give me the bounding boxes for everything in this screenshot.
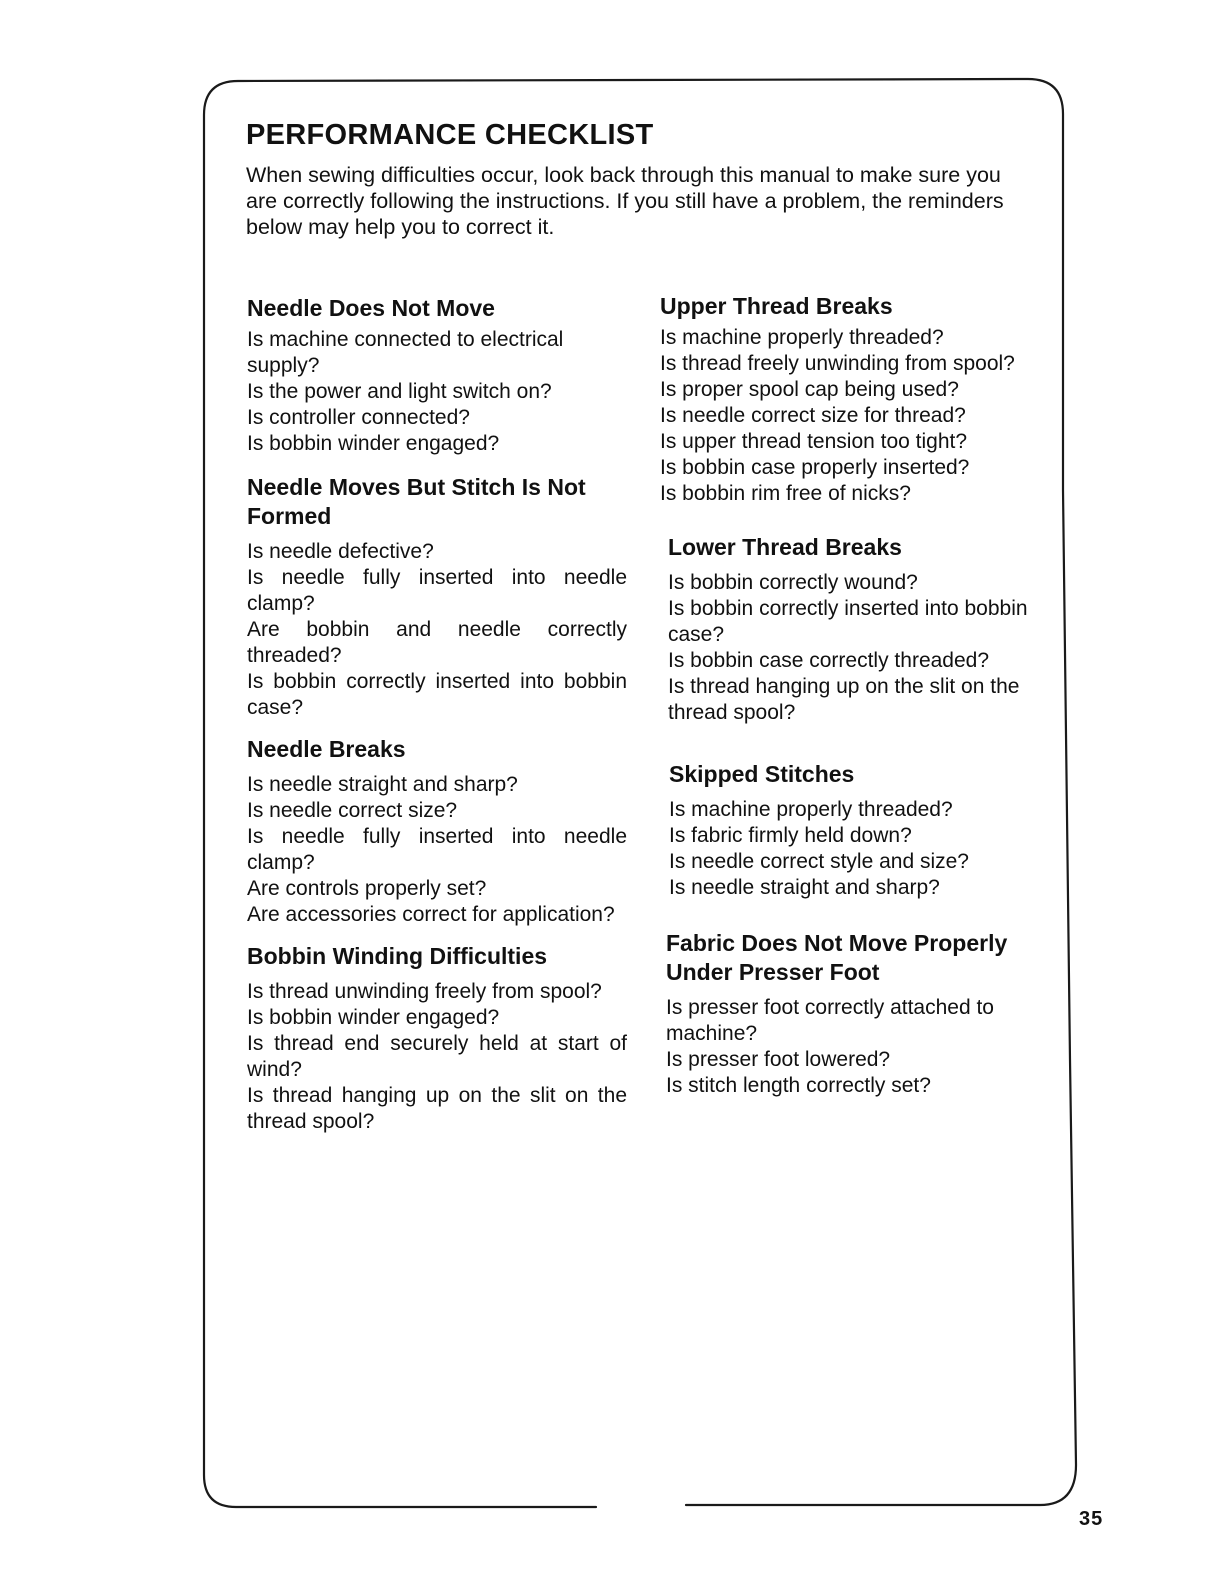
checklist-item: Is the power and light switch on? <box>247 380 552 403</box>
section-heading: Needle Does Not Move <box>247 295 495 321</box>
section-heading: Lower Thread Breaks <box>668 534 902 560</box>
checklist-item: Is presser foot lowered? <box>666 1048 891 1071</box>
checklist-item: Is thread hanging up on the slit on the thread spool? <box>668 675 1020 724</box>
section-skipped-stitches <box>669 760 1045 901</box>
checklist-item: Is bobbin rim free of nicks? <box>660 482 911 505</box>
section-bobbin-winding-difficulties <box>247 942 627 1135</box>
section-needle-breaks <box>247 735 627 928</box>
checklist-item: Are controls properly set? <box>247 877 487 900</box>
checklist-item: Is bobbin correctly inserted into bobbin case? <box>247 670 627 719</box>
checklist-item: Is thread hanging up on the slit on the thread spool? <box>247 1084 627 1133</box>
section-heading: Needle Moves But Stitch Is Not Formed <box>247 474 586 529</box>
section-heading: Needle Breaks <box>247 736 406 762</box>
checklist-item: Is upper thread tension too tight? <box>660 430 968 453</box>
checklist-item: Is bobbin correctly wound? <box>668 571 918 594</box>
section-needle-moves-stitch-not-formed <box>247 473 627 721</box>
intro-paragraph: When sewing difficulties occur, look back through this manual to make sure you are correctly following the instructions. If you still have a problem, the reminders below may help you to correct it. <box>246 163 1004 239</box>
checklist-item: Is thread unwinding freely from spool? <box>247 980 602 1003</box>
section-heading: Fabric Does Not Move Properly Under Presser Foot <box>666 930 1008 985</box>
checklist-item: Is needle fully inserted into needle clamp? <box>247 825 627 874</box>
section-heading: Upper Thread Breaks <box>660 293 893 319</box>
right-column <box>660 292 1045 1099</box>
checklist-item: Is machine properly threaded? <box>669 798 953 821</box>
checklist-item: Is proper spool cap being used? <box>660 378 959 401</box>
checklist-item: Is fabric firmly held down? <box>669 824 912 847</box>
section-needle-does-not-move <box>247 294 627 457</box>
checklist-item: Is needle straight and sharp? <box>247 773 518 796</box>
checklist-item: Are accessories correct for application? <box>247 903 615 926</box>
checklist-item: Is needle straight and sharp? <box>669 876 940 899</box>
section-upper-thread-breaks <box>660 292 1045 507</box>
checklist-item: Is thread end securely held at start of wind? <box>247 1032 627 1081</box>
page-number: 35 <box>1079 1508 1104 1530</box>
checklist-item: Is bobbin winder engaged? <box>247 1006 500 1029</box>
checklist-item: Is needle correct size for thread? <box>660 404 966 427</box>
checklist-item: Is bobbin case properly inserted? <box>660 456 970 479</box>
checklist-item: Is bobbin winder engaged? <box>247 432 500 455</box>
checklist-item: Is machine properly threaded? <box>660 326 944 349</box>
checklist-item: Are bobbin and needle correctly threaded? <box>247 618 627 667</box>
checklist-item: Is needle correct size? <box>247 799 458 822</box>
checklist-item: Is needle correct style and size? <box>669 850 969 873</box>
checklist-item: Is bobbin case correctly threaded? <box>668 649 990 672</box>
section-lower-thread-breaks <box>668 533 1045 726</box>
left-column <box>247 292 627 1135</box>
page-title: PERFORMANCE CHECKLIST <box>246 119 654 151</box>
checklist-item: Is stitch length correctly set? <box>666 1074 931 1097</box>
checklist-item: Is machine connected to electrical supply? <box>247 328 564 377</box>
section-heading: Bobbin Winding Difficulties <box>247 943 548 969</box>
checklist-item: Is bobbin correctly inserted into bobbin case? <box>668 597 1028 646</box>
checklist-item: Is presser foot correctly attached to machine? <box>666 996 994 1045</box>
checklist-item: Is needle defective? <box>247 540 434 563</box>
section-heading: Skipped Stitches <box>669 761 855 787</box>
checklist-item: Is thread freely unwinding from spool? <box>660 352 1015 375</box>
checklist-item: Is controller connected? <box>247 406 470 429</box>
section-fabric-does-not-move <box>666 929 1045 1099</box>
checklist-item: Is needle fully inserted into needle clamp? <box>247 566 627 615</box>
